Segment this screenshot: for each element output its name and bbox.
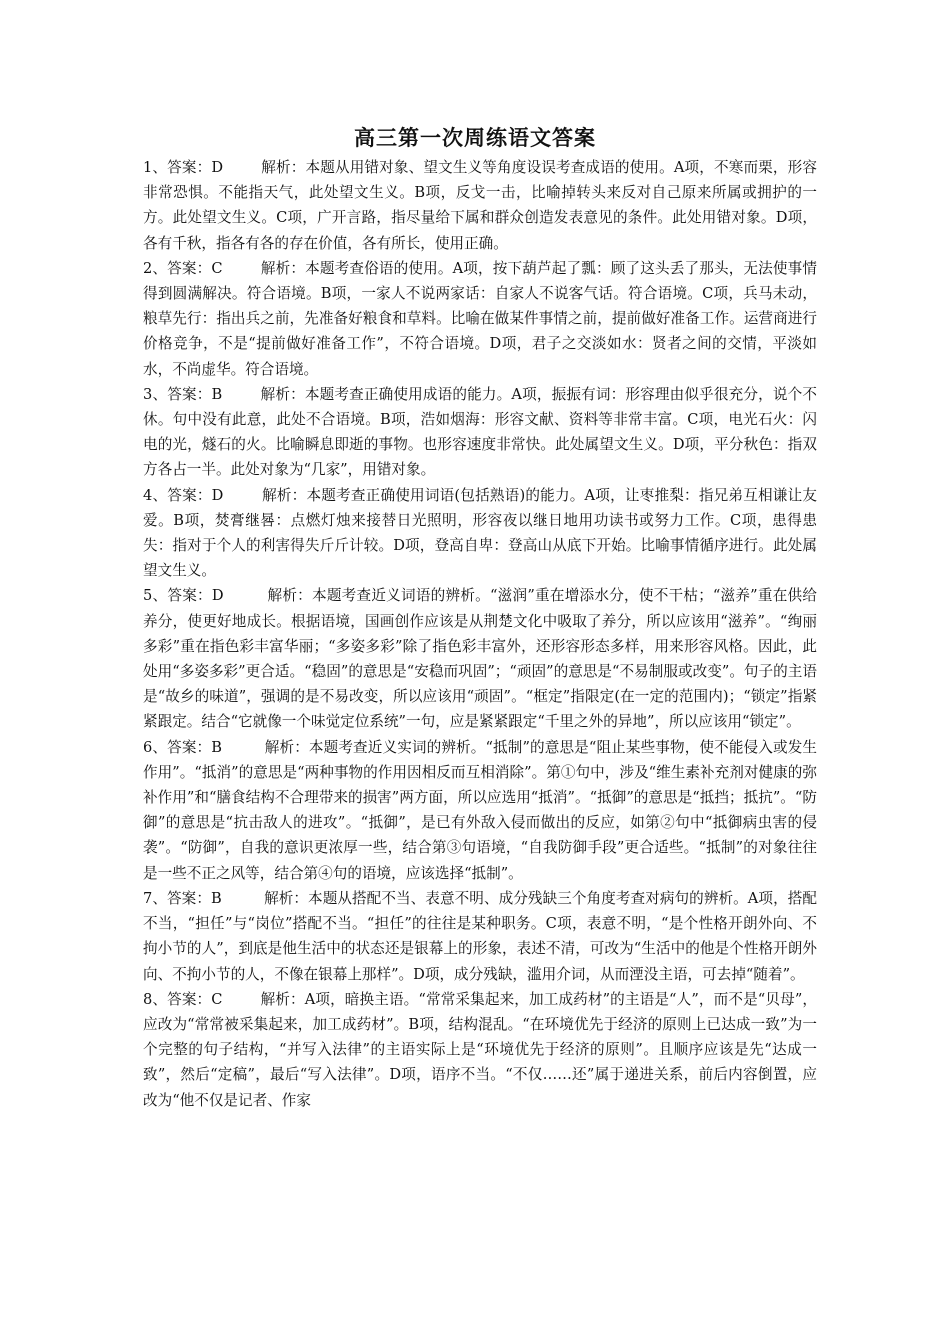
answer-label: 2、答案：C: [143, 259, 223, 277]
answer-item-5: [143, 583, 817, 734]
answer-item-1: [143, 155, 817, 256]
answer-label: 1、答案：D: [143, 159, 224, 176]
answer-item-6: [143, 735, 817, 886]
answer-analysis: 解析：本题考查正确使用词语(包括熟语)的能力。A项，让枣推梨：指兄弟互相谦让友爱。B项，焚膏继晷：点燃灯烛来接替日光照明，形容夜以继日地用功读书或努力工作。C项，患得患失：指对于个人的利害得失斤斤计较。D项，登高自卑：登高山从底下开始。比喻事情循序进行。此处属望文生义。: [143, 486, 817, 580]
answer-analysis: 解析：本题考查俗语的使用。A项，按下葫芦起了瓢：顾了这头丢了那头，无法使事情得到圆满解决。符合语境。B项，一家人不说两家话：自家人不说客气话。符合语境。C项，兵马未动，粮草先行：指出兵之前，先准备好粮食和草料。比喻在做某件事情之前，提前做好准备工作。运营商进行价格竞争，不是“提前做好准备工作”，不符合语境。D项，君子之交淡如水：贤者之间的交情，平淡如水，不尚虚华。符合语境。: [143, 259, 818, 378]
answer-item-7: [143, 886, 817, 987]
answer-analysis: 解析：本题考查近义词语的辨析。“滋润”重在增添水分，使不干枯；“滋养”重在供给养分，使更好地成长。根据语境，国画创作应该是从荆楚文化中吸取了养分，所以应该用“滋养”。“绚丽多彩”重在指色彩丰富华丽；“多姿多彩”除了指色彩丰富外，还形容形态多样，用来形容风格。因此，此处用“多姿多彩”更合适。“稳固”的意思是“安稳而巩固”；“顽固”的意思是“不易制服或改变”。句子的主语是“故乡的味道”，强调的是不易改变，所以应该用“顽固”。“框定”指限定(在一定的范围内)；“锁定”指紧紧跟定。结合“它就像一个味觉定位系统”一句，应是紧紧跟定“千里之外的异地”，所以应该用“锁定”。: [143, 587, 817, 731]
document-title: 高三第一次周练语文答案: [354, 126, 596, 150]
answer-item-3: [143, 382, 817, 483]
answer-analysis: 解析：A项，暗换主语。“常常采集起来，加工成药材”的主语是“人”，而不是“贝母”，应改为“常常被采集起来，加工成药材”。B项，结构混乱。“在环境优先于经济的原则上已达成一致”为一个完整的句子结构，“并写入法律”的主语实际上是“环境优先于经济的原则”。且顺序应该是先“达成一致”，然后“定稿”，最后“写入法律”。D项，语序不当。“不仅……还”属于递进关系，前后内容倒置，应改为“他不仅是记者、作家: [143, 990, 817, 1109]
answer-label: 5、答案：D: [143, 587, 224, 605]
answer-item-2: [143, 256, 817, 382]
answer-label: 8、答案：C: [143, 990, 223, 1008]
answer-item-8: [143, 987, 817, 1113]
answer-label: 7、答案：B: [143, 889, 222, 907]
answer-analysis: 解析：本题从用错对象、望文生义等角度设误考查成语的使用。A项，不寒而栗，形容非常恐惧。不能指天气，此处望文生义。B项，反戈一击，比喻掉转头来反对自己原来所属或拥护的一方。此处望文生义。C项，广开言路，指尽量给下属和群众创造发表意见的条件。此处用错对象。D项，各有千秋，指各有各的存在价值，各有所长，使用正确。: [143, 159, 817, 252]
answer-item-4: [143, 483, 817, 584]
answer-analysis: 解析：本题从搭配不当、表意不明、成分残缺三个角度考查对病句的辨析。A项，搭配不当，“担任”与“岗位”搭配不当。“担任”的往往是某种职务。C项，表意不明，“是个性格开朗外向、不拘小节的人”，到底是他生活中的状态还是银幕上的形象，表述不清，可改为“生活中的他是个性格开朗外向、不拘小节的人，不像在银幕上那样”。D项，成分残缺，滥用介词，从而湮没主语，可去掉“随着”。: [143, 889, 817, 983]
answer-label: 4、答案：D: [143, 486, 224, 504]
answer-label: 6、答案：B: [143, 738, 222, 756]
answer-analysis: 解析：本题考查近义实词的辨析。“抵制”的意思是“阻止某些事物，使不能侵入或发生作用”。“抵消”的意思是“两种事物的作用因相反而互相消除”。第①句中，涉及“维生素补充剂对健康的弥补作用”和“膳食结构不合理带来的损害”两方面，所以应选用“抵消”。“抵御”的意思是“抵挡；抵抗”。“防御”的意思是“抗击敌人的进攻”。“抵御”，是已有外敌入侵而做出的反应，如第②句中“抵御病虫害的侵袭”。“防御”，自我的意识更浓厚一些，结合第③句语境，“自我防御手段”更合适些。“抵制”的对象往往是一些不正之风等，结合第④句的语境，应该选择“抵制”。: [143, 738, 817, 882]
answer-label: 3、答案：B: [143, 385, 223, 403]
answer-analysis: 解析：本题考查正确使用成语的能力。A项，振振有词：形容理由似乎很充分，说个不休。句中没有此意，此处不合语境。B项，浩如烟海：形容文献、资料等非常丰富。C项，电光石火：闪电的光，燧石的火。比喻瞬息即逝的事物。也形容速度非常快。此处属望文生义。D项，平分秋色：指双方各占一半。此处对象为“几家”，用错对象。: [143, 385, 817, 479]
answer-list: [143, 155, 817, 1113]
